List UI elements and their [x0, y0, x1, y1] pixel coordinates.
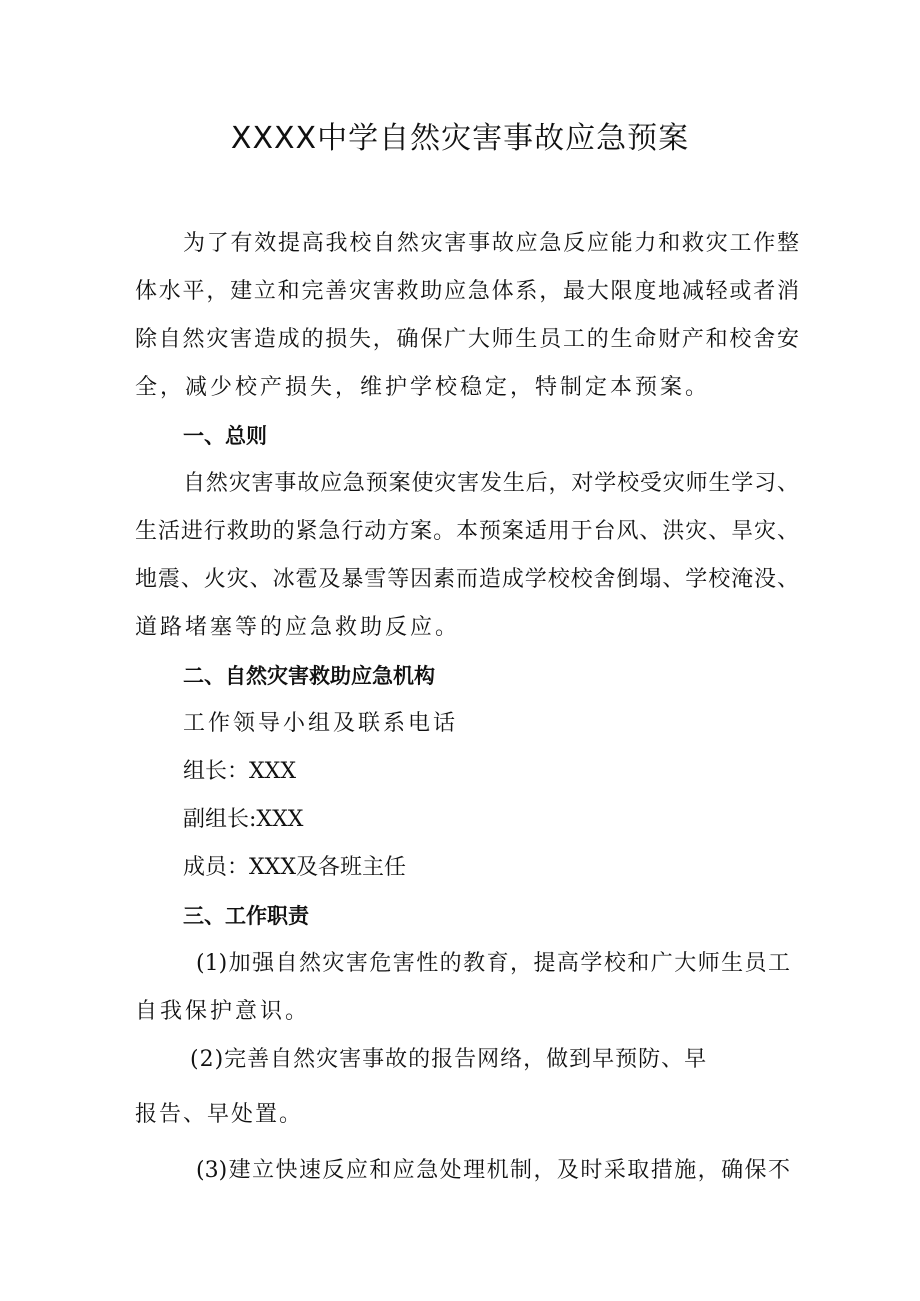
- duty-item-1-line-1: (1)加强自然灾害危害性的教育，提高学校和广大师生员工: [196, 951, 790, 976]
- section1-line-1: 自然灾害事故应急预案使灾害发生后，对学校受灾师生学习、: [183, 471, 799, 496]
- intro-line-3: 除自然灾害造成的损失，确保广大师生员工的生命财产和校舍安: [135, 327, 799, 352]
- section2-members: 成员：XXX及各班主任: [183, 855, 406, 880]
- duty-item-1-line-2: 自我保护意识。: [135, 999, 311, 1024]
- section1-line-4: 道路堵塞等的应急救助反应。: [135, 615, 461, 640]
- section-heading-organization: 二、自然灾害救助应急机构: [183, 664, 435, 688]
- document-title: XXXX中学自然灾害事故应急预案: [230, 121, 690, 156]
- section1-line-2: 生活进行救助的紧急行动方案。本预案适用于台风、洪灾、旱灾、: [135, 519, 799, 544]
- duty-item-3-line-1: (3)建立快速反应和应急处理机制，及时采取措施，确保不: [196, 1158, 790, 1183]
- section-heading-general: 一、总则: [183, 424, 267, 448]
- section2-deputy-leader: 副组长:XXX: [183, 807, 304, 832]
- intro-line-4: 全，减少校产损失，维护学校稳定，特制定本预案。: [135, 375, 711, 400]
- intro-line-1: 为了有效提高我校自然灾害事故应急反应能力和救灾工作整: [183, 231, 799, 256]
- section1-line-3: 地震、火灾、冰雹及暴雪等因素而造成学校校舍倒塌、学校淹没、: [135, 567, 799, 592]
- section2-line-1: 工作领导小组及联系电话: [183, 711, 459, 736]
- duty-item-2-line-2: 报告、早处置。: [135, 1102, 304, 1127]
- duty-item-2-line-1: (2)完善自然灾害事故的报告网络，做到早预防、早: [190, 1047, 708, 1072]
- section2-leader: 组长：XXX: [183, 759, 296, 784]
- intro-line-2: 体水平，建立和完善灾害救助应急体系，最大限度地减轻或者消: [135, 279, 799, 304]
- section-heading-duties: 三、工作职责: [183, 904, 309, 928]
